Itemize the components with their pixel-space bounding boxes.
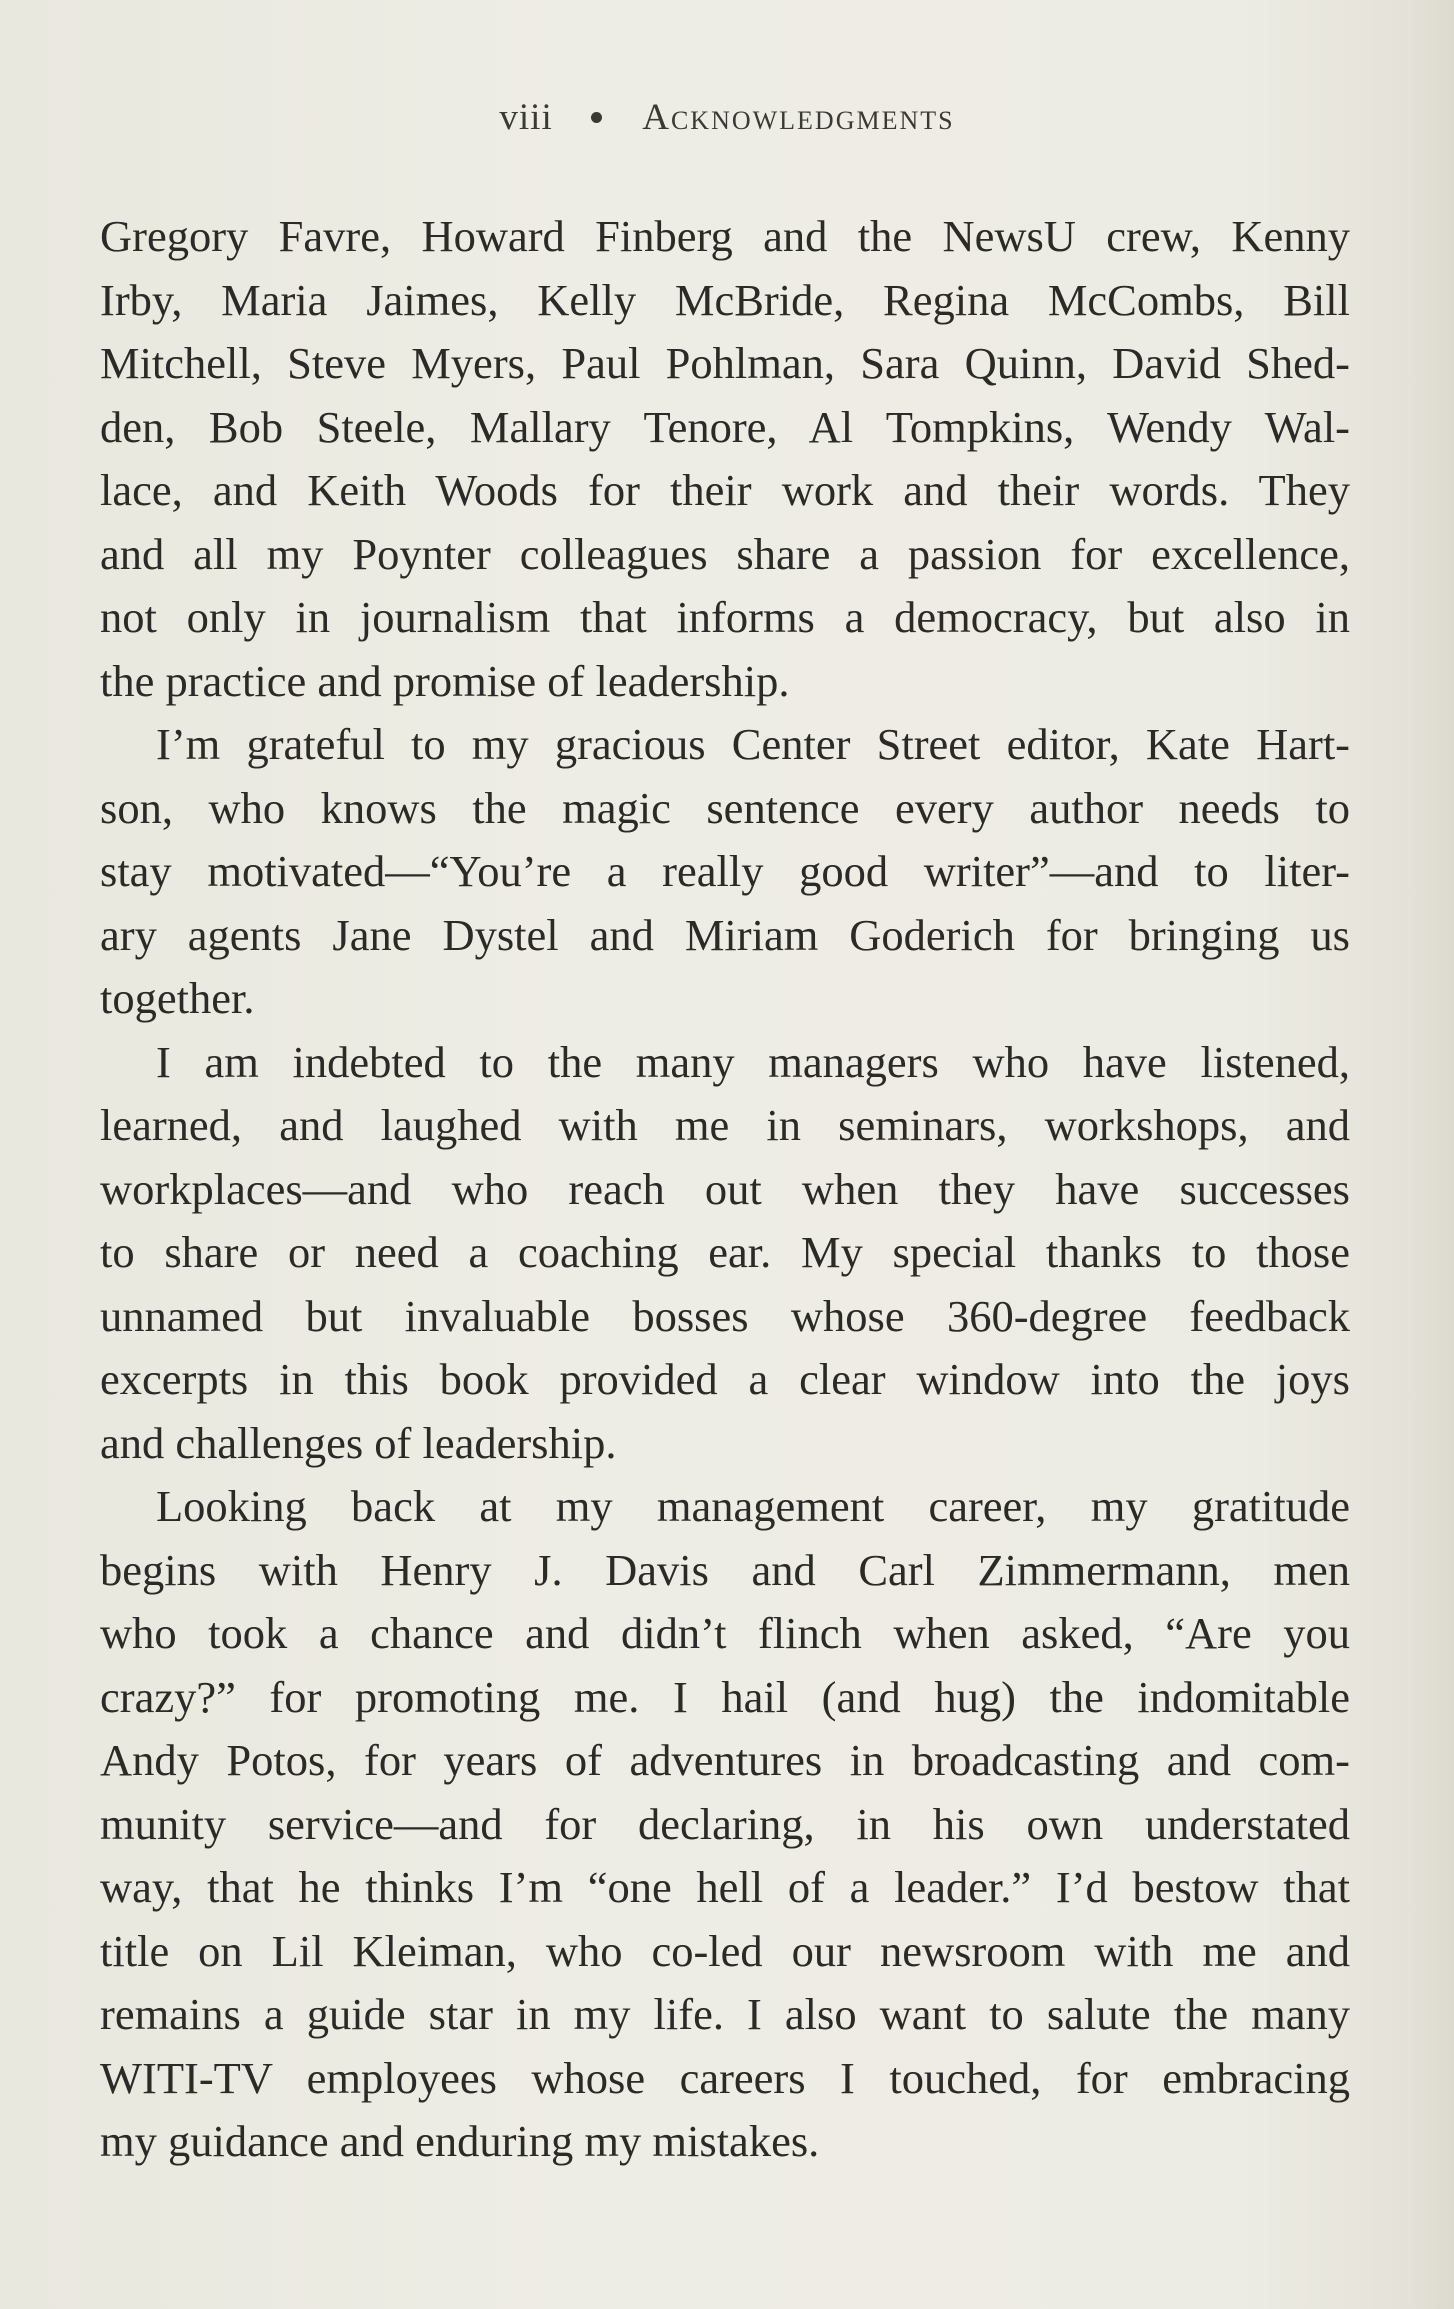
text-line: I’m grateful to my gracious Center Street editor, Kate Hart-	[156, 719, 1350, 769]
text-line: Gregory Favre, Howard Finberg and the NewsU crew, Kenny	[100, 211, 1350, 261]
text-line: way, that he thinks I’m “one hell of a leader.” I’d bestow that	[100, 1862, 1350, 1912]
running-head	[0, 96, 1454, 139]
paragraph	[100, 205, 1350, 713]
text-line: and all my Poynter colleagues share a passion for excellence,	[100, 528, 1350, 579]
text-line: title on Lil Kleiman, who co-led our newsroom with me and	[100, 1925, 1350, 1976]
text-line: not only in journalism that informs a democracy, but also in	[100, 592, 1350, 642]
text-line: to share or need a coaching ear. My special thanks to those	[100, 1227, 1350, 1277]
text-line: my guidance and enduring my mistakes.	[100, 2116, 820, 2166]
text-line: Mitchell, Steve Myers, Paul Pohlman, Sara Quinn, David Shed-	[100, 338, 1350, 388]
paragraph	[100, 713, 1350, 1031]
paragraph	[100, 1475, 1350, 2174]
text-line: excerpts in this book provided a clear window into the joys	[100, 1354, 1350, 1404]
text-line: and challenges of leadership.	[100, 1417, 617, 1468]
text-line: remains a guide star in my life. I also want to salute the many	[100, 1989, 1350, 2039]
bullet-separator	[591, 112, 602, 123]
text-line: together.	[100, 973, 255, 1023]
text-line: munity service—and for declaring, in his own understated	[100, 1798, 1350, 1849]
text-line: the practice and promise of leadership.	[100, 655, 790, 706]
text-line: Irby, Maria Jaimes, Kelly McBride, Regina McCombs, Bill	[100, 274, 1350, 325]
text-line: unnamed but invaluable bosses whose 360-degree feedback	[100, 1290, 1350, 1341]
page-number: viii	[499, 97, 553, 138]
text-line: begins with Henry J. Davis and Carl Zimmermann, men	[100, 1544, 1350, 1595]
paragraph	[100, 1031, 1350, 1476]
text-line: Looking back at my management career, my gratitude	[156, 1481, 1350, 1531]
text-line: son, who knows the magic sentence every author needs to	[100, 782, 1350, 833]
text-line: learned, and laughed with me in seminars, workshops, and	[100, 1100, 1350, 1150]
text-line: stay motivated—“You’re a really good writer”—and to liter-	[100, 846, 1350, 896]
body-text	[100, 205, 1350, 2174]
text-line: lace, and Keith Woods for their work and their words. They	[100, 465, 1350, 515]
text-line: I am indebted to the many managers who have listened,	[156, 1036, 1350, 1087]
text-line: crazy?” for promoting me. I hail (and hug) the indomitable	[100, 1671, 1350, 1722]
text-line: Andy Potos, for years of adventures in broadcasting and com-	[100, 1735, 1350, 1785]
text-line: den, Bob Steele, Mallary Tenore, Al Tompkins, Wendy Wal-	[100, 401, 1350, 452]
chapter-title: Acknowledgments	[642, 97, 955, 138]
text-line: who took a chance and didn’t flinch when asked, “Are you	[100, 1608, 1350, 1658]
text-line: ary agents Jane Dystel and Miriam Goderich for bringing us	[100, 909, 1350, 960]
text-line: WITI-TV employees whose careers I touched, for embracing	[100, 2052, 1350, 2103]
text-line: workplaces—and who reach out when they have successes	[100, 1163, 1350, 1214]
